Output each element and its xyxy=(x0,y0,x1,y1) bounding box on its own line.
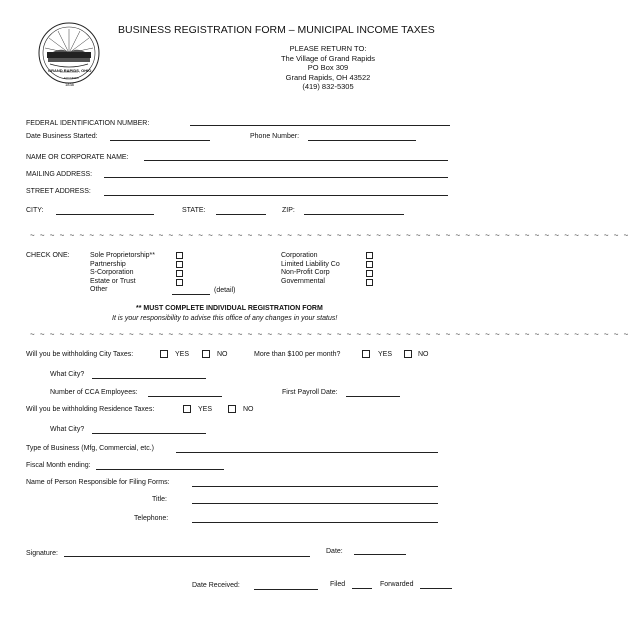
village-seal-logo xyxy=(38,22,100,84)
city-field[interactable] xyxy=(56,214,154,215)
individual-registration-note: ** MUST COMPLETE INDIVIDUAL REGISTRATION FORM xyxy=(136,305,323,312)
fein-label: FEDERAL IDENTIFICATION NUMBER: xyxy=(26,120,150,127)
more-than-100-no-checkbox[interactable] xyxy=(404,350,412,358)
partnership-checkbox[interactable] xyxy=(176,261,183,268)
return-address xyxy=(268,44,388,92)
form-title: BUSINESS REGISTRATION FORM – MUNICIPAL INCOME TAXES xyxy=(118,24,435,36)
date-field[interactable] xyxy=(354,554,406,555)
fein-field[interactable] xyxy=(190,125,450,126)
date-received-field[interactable] xyxy=(254,589,318,590)
filed-label: Filed xyxy=(330,581,346,588)
check-one-label: CHECK ONE: xyxy=(26,252,70,259)
limited-liability-checkbox[interactable] xyxy=(366,261,373,268)
state-field[interactable] xyxy=(216,214,266,215)
s-corporation-checkbox[interactable] xyxy=(176,270,183,277)
telephone-label: Telephone: xyxy=(134,515,169,522)
date-label: Date: xyxy=(326,548,343,555)
business-type-label: Type of Business (Mfg, Commercial, etc.) xyxy=(26,445,154,452)
telephone-field[interactable] xyxy=(192,522,438,523)
return-to-heading: PLEASE RETURN TO: xyxy=(289,44,367,53)
other-detail-label: (detail) xyxy=(214,287,236,294)
more-than-100-yes-checkbox[interactable] xyxy=(362,350,370,358)
entity-type-left-list xyxy=(90,252,155,295)
option-sole-proprietorship: Sole Proprietorship** xyxy=(90,252,155,259)
non-profit-checkbox[interactable] xyxy=(366,270,373,277)
more-than-100-yes-label: YES xyxy=(378,351,393,358)
title-field[interactable] xyxy=(192,503,438,504)
residence-taxes-yes-label: YES xyxy=(198,406,213,413)
zip-field[interactable] xyxy=(304,214,404,215)
date-received-label: Date Received: xyxy=(192,582,240,589)
more-than-100-no-label: NO xyxy=(418,351,429,358)
corporation-checkbox[interactable] xyxy=(366,252,373,259)
governmental-checkbox[interactable] xyxy=(366,279,373,286)
title-label: Title: xyxy=(152,496,167,503)
phone-number-label: Phone Number: xyxy=(250,133,300,140)
more-than-100-label: More than $100 per month? xyxy=(254,351,341,358)
option-limited-liability-co: Limited Liability Co xyxy=(281,260,340,268)
name-field[interactable] xyxy=(144,160,448,161)
city-state-zip: Grand Rapids, OH 43522 xyxy=(285,72,371,82)
responsible-person-field[interactable] xyxy=(192,486,438,487)
responsibility-note: It is your responsibility to advise this office of any changes in your status! xyxy=(112,315,338,322)
what-city-field[interactable] xyxy=(92,378,206,379)
option-s-corporation: S-Corporation xyxy=(90,269,134,276)
separator-1: ~ ~ ~ ~ ~ ~ ~ ~ ~ ~ ~ ~ ~ ~ ~ ~ ~ ~ ~ ~ ~ ~ ~ ~ ~ ~ ~ ~ ~ ~ ~ ~ ~ ~ ~ ~ ~ ~ ~ ~ ~ ~ ~ ~ ~ ~ ~ ~ ~ ~ ~ ~ ~ ~ ~ ~ ~ ~ ~ ~ ~ xyxy=(30,231,630,240)
cca-employees-label: Number of CCA Employees: xyxy=(50,389,138,396)
office-phone: (419) 832-5305 xyxy=(302,82,354,91)
fiscal-month-field[interactable] xyxy=(96,469,224,470)
village-name: The Village of Grand Rapids xyxy=(280,53,376,63)
first-payroll-label: First Payroll Date: xyxy=(282,389,338,396)
option-other: Other xyxy=(90,286,108,293)
forwarded-label: Forwarded xyxy=(380,581,414,588)
city-label: CITY: xyxy=(26,207,44,214)
filed-field[interactable] xyxy=(352,588,372,589)
city-taxes-yes-checkbox[interactable] xyxy=(160,350,168,358)
city-taxes-yes-label: YES xyxy=(175,351,190,358)
other-detail-field[interactable] xyxy=(172,294,210,295)
entity-type-right-list xyxy=(281,252,340,286)
residence-taxes-yes-checkbox[interactable] xyxy=(183,405,191,413)
mailing-label: MAILING ADDRESS: xyxy=(26,171,93,178)
state-label: STATE: xyxy=(182,207,206,214)
what-city-2-label: What City? xyxy=(50,426,85,433)
what-city-label: What City? xyxy=(50,371,85,378)
option-non-profit-corp: Non-Profit Corp xyxy=(281,269,330,276)
phone-number-field[interactable] xyxy=(308,140,416,141)
zip-label: ZIP: xyxy=(282,207,295,214)
seal-banner-text: GRAND RAPIDS, OHIO xyxy=(48,68,92,73)
residence-taxes-no-label: NO xyxy=(243,406,254,413)
cca-employees-field[interactable] xyxy=(148,396,222,397)
city-taxes-label: Will you be withholding City Taxes: xyxy=(26,351,134,358)
separator-2: ~ ~ ~ ~ ~ ~ ~ ~ ~ ~ ~ ~ ~ ~ ~ ~ ~ ~ ~ ~ ~ ~ ~ ~ ~ ~ ~ ~ ~ ~ ~ ~ ~ ~ ~ ~ ~ ~ ~ ~ ~ ~ ~ ~ ~ ~ ~ ~ ~ ~ ~ ~ ~ ~ ~ ~ ~ ~ ~ ~ ~ xyxy=(30,330,630,339)
city-taxes-no-label: NO xyxy=(217,351,228,358)
option-partnership: Partnership xyxy=(90,260,126,268)
residence-taxes-no-checkbox[interactable] xyxy=(228,405,236,413)
street-field[interactable] xyxy=(104,195,448,196)
fiscal-month-label: Fiscal Month ending: xyxy=(26,462,91,469)
option-corporation: Corporation xyxy=(281,252,318,259)
business-type-field[interactable] xyxy=(176,452,438,453)
date-started-label: Date Business Started: xyxy=(26,133,98,140)
mailing-field[interactable] xyxy=(104,177,448,178)
estate-or-trust-checkbox[interactable] xyxy=(176,279,183,286)
forwarded-field[interactable] xyxy=(420,588,452,589)
po-box: PO Box 309 xyxy=(307,63,349,72)
signature-field[interactable] xyxy=(64,556,310,557)
option-estate-or-trust: Estate or Trust xyxy=(90,277,136,285)
responsible-person-label: Name of Person Responsible for Filing Forms: xyxy=(26,479,170,486)
sole-proprietorship-checkbox[interactable] xyxy=(176,252,183,259)
street-label: STREET ADDRESS: xyxy=(26,188,91,195)
seal-small-text: FOUNDED xyxy=(64,76,79,80)
option-governmental: Governmental xyxy=(281,277,325,285)
first-payroll-field[interactable] xyxy=(346,396,400,397)
date-started-field[interactable] xyxy=(110,140,210,141)
city-taxes-no-checkbox[interactable] xyxy=(202,350,210,358)
what-city-2-field[interactable] xyxy=(92,433,206,434)
name-label: NAME OR CORPORATE NAME: xyxy=(26,154,129,161)
seal-year-text: 1838 xyxy=(65,82,74,87)
residence-taxes-label: Will you be withholding Residence Taxes: xyxy=(26,406,155,413)
signature-label: Signature: xyxy=(26,550,58,557)
